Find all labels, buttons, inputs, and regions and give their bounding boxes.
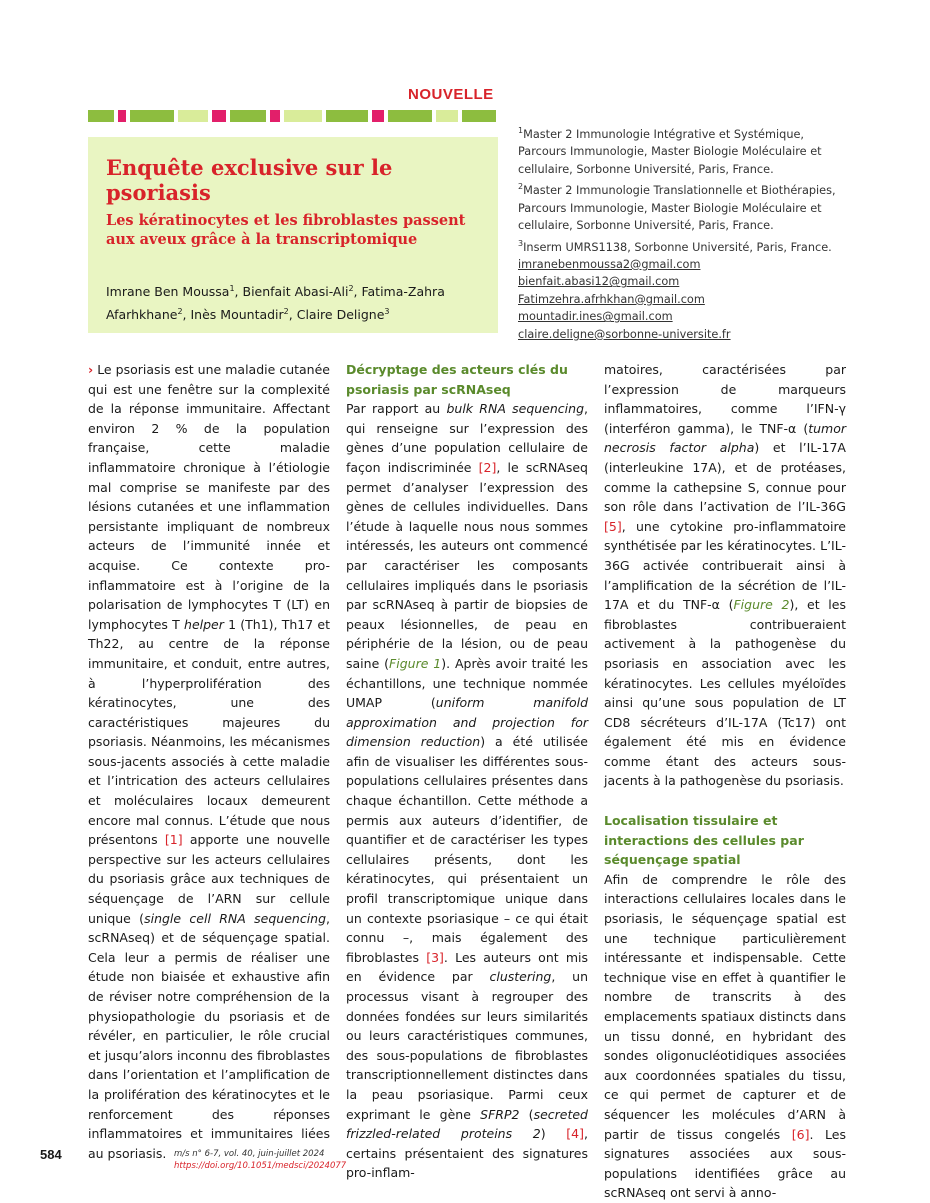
article-title: Enquête exclusive sur le psoriasis [106, 155, 393, 205]
email-link[interactable]: mountadir.ines@gmail.com [518, 310, 673, 324]
intro-paragraph: › Le psoriasis est une maladie cutanée qui est une fenêtre sur la complexité de la réponse immunitaire. Affectant environ 2 % de la population française, cette maladie inflammatoire chronique à l’étiologie mal comprise se manifeste par des lésions cutanées et une inflammation persistante impliquant de nombreux acteurs de l’immunité innée et acquise. Ce contexte pro-inflammatoire est à l’origine de la polarisation de lymphocytes T (LT) en lymphocytes T helper 1 (Th1), Th17 et Th22, au centre de la réponse immunitaire, et conduit, entre autres, à l’hyperprolifération des kératinocytes, une des caractéristiques majeures du psoriasis. Néanmoins, les mécanismes sous-jacents associés à cette maladie et l’intrication des acteurs cellulaires et moléculaires locaux demeurent encore mal connus. L’étude que nous présentons [1] apporte une nouvelle perspective sur les acteurs cellulaires du psoriasis grâce aux techniques de séquençage de l’ARN sur cellule unique (single cell RNA sequencing, scRNAseq) et de séquençage spatial. Cela leur a permis de réaliser une étude non biaisée et exhaustive afin de réviser notre compréhension de la physiopathologie du psoriasis et de révéler, en particulier, le rôle crucial et jusqu’alors inconnu des fibroblastes dans l’orientation et l’amplification de la prolifération des kératinocytes et le renforcement des réponses inflammatoires et immunitaires liées au psoriasis. [88, 362, 331, 1161]
author-name: Imrane Ben Moussa [106, 284, 230, 300]
article-subtitle: Les kératinocytes et les fibroblastes passent aux aveux grâce à la transcriptomique [106, 212, 466, 248]
author-name: Claire Deligne [296, 307, 385, 323]
reference-link[interactable]: [1] [164, 832, 183, 848]
page-number: 584 [40, 1147, 62, 1162]
rubric-label: NOUVELLE [408, 86, 494, 103]
author-name: Bienfait Abasi-Ali [242, 284, 349, 300]
author-list: Imrane Ben Moussa$^1$, Bienfait Abasi-Ali$^2$, Fatima-Zahra Afarhkhane$^2$, Inès Mountadir$^2$, Claire Deligne$^3$ [106, 284, 445, 323]
column-1 [88, 360, 330, 1163]
doi-link[interactable]: https://doi.org/10.1051/medsci/2024077 [174, 1161, 347, 1171]
email-link[interactable]: Fatimzehra.afrhkhan@gmail.com [518, 292, 705, 306]
figure-link[interactable]: Figure 1 [389, 655, 442, 671]
reference-link[interactable]: [2] [478, 459, 497, 475]
reference-link[interactable]: [5] [604, 518, 622, 534]
email-link[interactable]: imranebenmoussa2@gmail.com [518, 257, 701, 271]
column-3 [604, 360, 846, 1203]
figure-link[interactable]: Figure 2 [733, 597, 790, 613]
column-2 [346, 360, 588, 1183]
affiliation-item: $^1$Master 2 Immunologie Intégrative et Systémique, Parcours Immunologie, Master Biologie Moléculaire et cellulaire, Sorbonne Université, Paris, France. [518, 126, 822, 176]
decorative-color-bars [88, 110, 496, 122]
email-link[interactable]: bienfait.abasi12@gmail.com [518, 275, 680, 289]
email-link[interactable]: claire.deligne@sorbonne-universite.fr [518, 327, 731, 341]
journal-citation: m/s n° 6-7, vol. 40, juin-juillet 2024 https://doi.org/10.1051/medsci/2024077 [174, 1149, 347, 1171]
affiliation-item: $^3$Inserm UMRS1138, Sorbonne Université, Paris, France. [518, 238, 832, 254]
affiliations [518, 122, 848, 343]
title-box [88, 137, 498, 333]
section-heading: Localisation tissulaire et interactions des cellules par séquençage spatial [604, 813, 804, 868]
reference-link[interactable]: [3] [426, 949, 444, 965]
arrow-icon: › [88, 362, 94, 377]
body-paragraph: matoires, caractérisées par l’expression de marqueurs inflammatoires, comme l’IFN-γ (interféron gamma), le TNF-α (tumor necrosis factor alpha) et l’IL-17A (interleukine 17A), et de protéases, comme la cathepsine S, connue pour son rôle dans l’activation de l’IL-36G [5], une cytokine pro-inflammatoire synthétisée par les kératinocytes. L’IL-36G activée contribuerait ainsi à l’amplification de la sécrétion de l’IL-17A et du TNF-α (Figure 2), et les fibroblastes contribueraient activement à la pathogenèse du psoriasis en association avec les kératinocytes. Les cellules myéloïdes ainsi qu’une sous population de LT CD8 sécréteurs d’IL-17A (Tc17) ont également été mis en évidence comme étant des acteurs sous-jacents à la pathogenèse du psoriasis. [604, 362, 846, 789]
body-paragraph: Par rapport au bulk RNA sequencing, qui renseigne sur l’expression des gènes d’une population cellulaire de façon indiscriminée [2], le scRNAseq permet d’analyser l’expression des gènes de cellules individuelles. Dans l’étude à laquelle nous nous sommes intéressés, les auteurs ont commencé par caractériser les composants cellulaires impliqués dans le psoriasis par scRNAseq à partir de biopsies de peaux lésionnelles, de peau en périphérie de la lésion, ou de peau saine (Figure 1). Après avoir traité les échantillons, une technique nommée UMAP (uniform manifold approximation and projection for dimension reduction) a été utilisée afin de visualiser les différentes sous-populations cellulaires présentes dans chaque échantillon. Cette méthode a permis aux auteurs d’identifier, de quantifier et de caractériser les types cellulaires présents, dont les kératinocytes, qui présentaient un profil transcriptomique unique dans un contexte psoriasique – ce qui était connu –, mais également des fibroblastes [3]. Les auteurs ont mis en évidence par clustering, un processus visant à regrouper des données fondées sur leurs similarités ou leurs caractéristiques communes, des sous-populations de fibroblastes transcriptionnellement distinctes dans la peau psoriasique. Parmi ceux exprimant le gène SFRP2 (secreted frizzled-related proteins 2) [4], certains présentaient des signatures pro-inflam- [346, 401, 589, 1181]
author-name: Fatima-Zahra Afarhkhane [106, 284, 445, 323]
author-name: Inès Mountadir [190, 307, 284, 323]
reference-link[interactable]: [6] [791, 1126, 810, 1142]
affiliation-item: $^2$Master 2 Immunologie Translationnelle et Biothérapies, Parcours Immunologie, Master Biologie Moléculaire et cellulaire, Sorbonne Université, Paris, France. [518, 182, 836, 233]
section-heading: Décryptage des acteurs clés du psoriasis par scRNAseq [346, 362, 568, 397]
body-paragraph: Afin de comprendre le rôle des interactions cellulaires locales dans le psoriasis, le séquençage spatial est une technique particulièrement intéressante et indispensable. Cette technique vise en effet à quantifier le nombre de transcrits à des emplacements spatiaux distincts dans un tissu donné, en hybridant des sondes oligonucléotidiques associées aux coordonnées spatiales du tissu, ce qui permet de capturer et de séquencer les molécules d’ARN à partir de tissus congelés [6]. Les signatures associées aux sous-populations identifiées grâce au scRNAseq ont servi à anno- [604, 871, 847, 1201]
reference-link[interactable]: [4] [566, 1126, 585, 1142]
